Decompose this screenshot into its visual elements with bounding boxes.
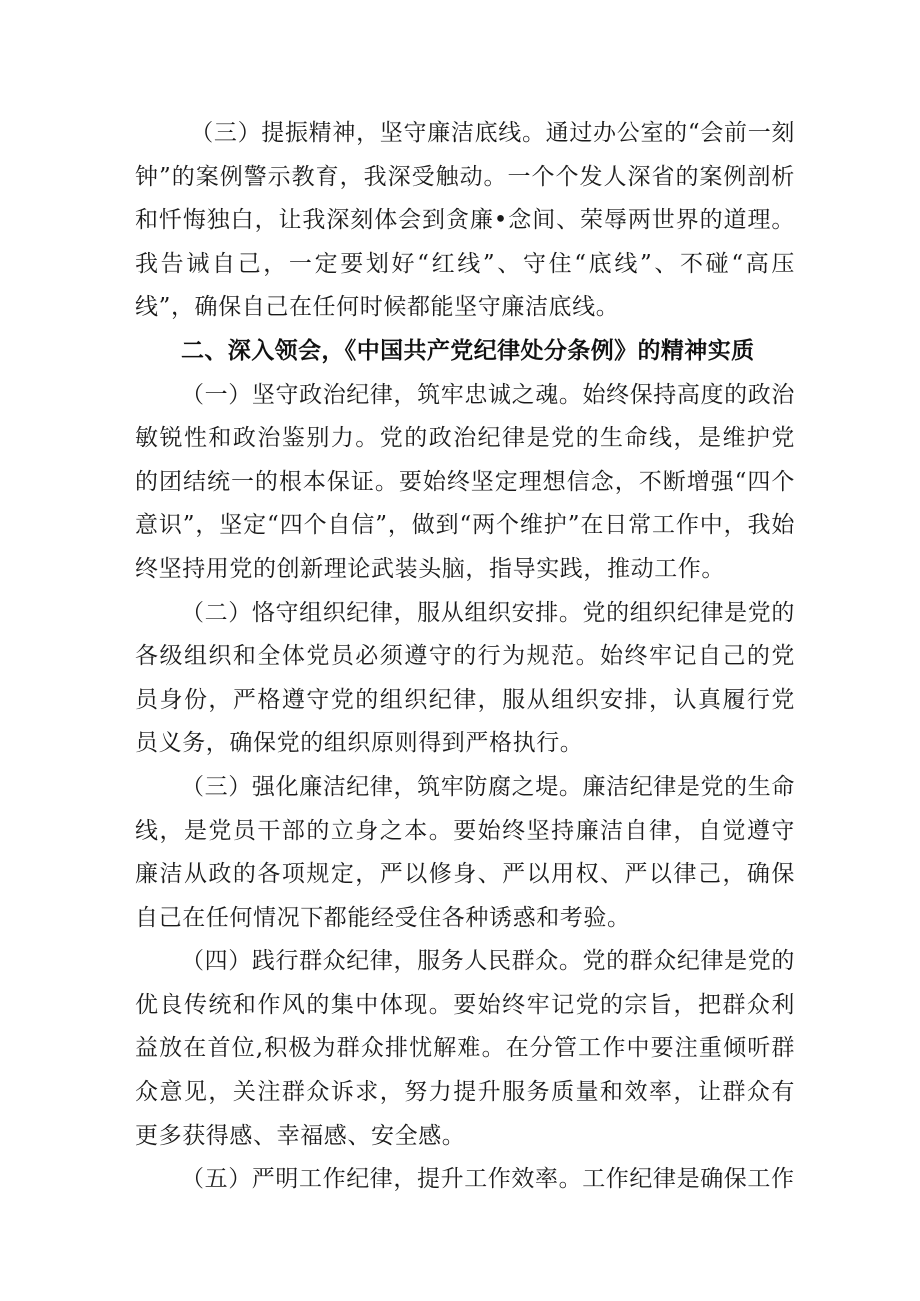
paragraph-integrity-discipline: （三）强化廉洁纪律，筑牢防腐之堤。廉洁纪律是党的生命线，是党员干部的立身之本。要始终坚持廉洁自律，自觉遵守廉洁从政的各项规定，严以修身、严以用权、严以律己，确保自己在任何情况下都能经受住各种诱惑和考验。 [135, 773, 795, 931]
paragraph-mass-discipline: （四）践行群众纪律，服务人民群众。党的群众纪律是党的优良传统和作风的集中体现。要始终牢记党的宗旨，把群众利益放在首位,积极为群众排忧解难。在分管工作中要注重倾听群众意见，关注群众诉求，努力提升服务质量和效率，让群众有更多获得感、幸福感、安全感。 [135, 948, 795, 1149]
paragraph-organizational-discipline: （二）恪守组织纪律，服从组织安排。党的组织纪律是党的各级组织和全体党员必须遵守的行为规范。始终牢记自己的党员身份，严格遵守党的组织纪律，服从组织安排，认真履行党员义务，确保党的组织原则得到严格执行。 [135, 599, 795, 757]
paragraph-work-discipline: （五）严明工作纪律，提升工作效率。工作纪律是确保工作 [181, 1166, 795, 1193]
paragraph-integrity-bottom-line: （三）提振精神，坚守廉洁底线。通过办公室的“会前一刻钟”的案例警示教育，我深受触动。一个个发人深省的案例剖析和忏悔独白，让我深刻体会到贪廉•念间、荣辱两世界的道理。我告诫自己，一定要划好“红线”、守住“底线”、不碰“高压线”，确保自己在任何时候都能坚守廉洁底线。 [135, 120, 795, 321]
document-body [135, 112, 795, 1202]
paragraph-political-discipline: （一）坚守政治纪律，筑牢忠诚之魂。始终保持高度的政治敏锐性和政治鉴别力。党的政治纪律是党的生命线，是维护党的团结统一的根本保证。要始终坚定理想信念，不断增强“四个意识”，坚定“四个自信”，做到“两个维护”在日常工作中，我始终坚持用党的创新理论武装头脑，指导实践，推动工作。 [135, 381, 795, 582]
section-heading: 二、深入领会，《中国共产党纪律处分条例》的精神实质 [181, 337, 755, 364]
